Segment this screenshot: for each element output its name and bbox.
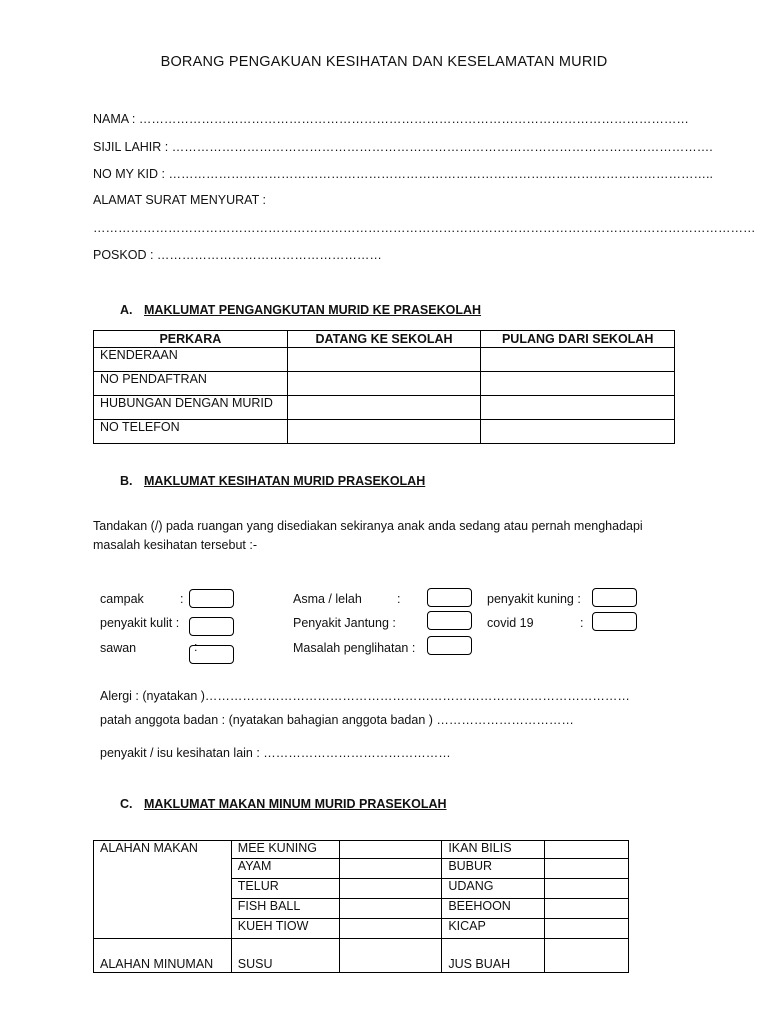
food-check-cell[interactable] [545, 841, 629, 859]
instruction-line-1: Tandakan (/) pada ruangan yang disediakan sekiranya anak anda sedang atau pernah menghadapi [93, 519, 643, 533]
section-c-heading [120, 797, 447, 811]
food-check-cell[interactable] [545, 859, 629, 879]
food-item: FISH BALL [231, 899, 339, 919]
poskod-field[interactable]: POSKOD : ……………………………………………… [93, 248, 382, 262]
alergi-field[interactable]: Alergi : (nyatakan )………………………………………………………………………………………… [100, 689, 630, 703]
sawan-colon: : [194, 640, 198, 654]
section-b-title: MAKLUMAT KESIHATAN MURID PRASEKOLAH [144, 474, 426, 488]
drink-item: SUSU [231, 939, 339, 973]
hubungan-datang-cell[interactable] [287, 396, 481, 420]
alamat-label: ALAMAT SURAT MENYURAT : [93, 193, 266, 207]
section-b-heading [120, 474, 425, 488]
section-c-title: MAKLUMAT MAKAN MINUM MURID PRASEKOLAH [144, 797, 447, 811]
telefon-datang-cell[interactable] [287, 420, 481, 444]
asma-checkbox[interactable] [427, 588, 472, 607]
kuning-label: penyakit kuning : [487, 592, 581, 606]
food-item: MEE KUNING [231, 841, 339, 859]
sijil-lahir-field[interactable]: SIJIL LAHIR : …………………………………………………………………………………………………………………. [93, 140, 713, 154]
covid-colon: : [580, 616, 584, 630]
kulit-checkbox[interactable] [189, 617, 234, 636]
penglihatan-checkbox[interactable] [427, 636, 472, 655]
penglihatan-label: Masalah penglihatan : [293, 641, 416, 655]
covid-checkbox[interactable] [592, 612, 637, 631]
food-item: IKAN BILIS [442, 841, 545, 859]
section-a-title: MAKLUMAT PENGANGKUTAN MURID KE PRASEKOLAH [144, 303, 482, 317]
patah-anggota-field[interactable]: patah anggota badan : (nyatakan bahagian anggota badan ) …………………………… [100, 713, 574, 727]
food-allergy-table [93, 840, 629, 973]
food-item: BUBUR [442, 859, 545, 879]
kenderaan-datang-cell[interactable] [287, 348, 481, 372]
transport-table [93, 330, 675, 444]
row-pendaftran-label: NO PENDAFTRAN [94, 372, 288, 396]
food-check-cell[interactable] [339, 879, 442, 899]
section-b-letter: B. [120, 474, 133, 488]
alahan-makan-label: ALAHAN MAKAN [94, 841, 232, 939]
kuning-checkbox[interactable] [592, 588, 637, 607]
row-kenderaan-label: KENDERAAN [94, 348, 288, 372]
row-telefon-label: NO TELEFON [94, 420, 288, 444]
th-datang: DATANG KE SEKOLAH [287, 331, 481, 348]
food-check-cell[interactable] [545, 879, 629, 899]
penyakit-lain-field[interactable]: penyakit / isu kesihatan lain : ……………………………………… [100, 746, 451, 760]
hubungan-pulang-cell[interactable] [481, 396, 675, 420]
kulit-label: penyakit kulit : [100, 616, 180, 630]
covid-label: covid 19 [487, 616, 534, 630]
section-a-heading [120, 303, 481, 317]
drink-check-cell[interactable] [339, 939, 442, 973]
food-check-cell[interactable] [339, 919, 442, 939]
pendaftran-datang-cell[interactable] [287, 372, 481, 396]
th-perkara: PERKARA [94, 331, 288, 348]
food-check-cell[interactable] [545, 899, 629, 919]
mykid-field[interactable]: NO MY KID : ………………………………………………………………………………………………………………….. [93, 167, 713, 181]
alahan-minuman-label: ALAHAN MINUMAN [94, 939, 232, 973]
campak-label: campak [100, 592, 144, 606]
nama-field[interactable]: NAMA : …………………………………………………………………………………………………………………… [93, 112, 689, 126]
drink-item: JUS BUAH [442, 939, 545, 973]
th-pulang: PULANG DARI SEKOLAH [481, 331, 675, 348]
telefon-pulang-cell[interactable] [481, 420, 675, 444]
asma-colon: : [397, 592, 401, 606]
instruction-line-2: masalah kesihatan tersebut :- [93, 538, 257, 552]
campak-colon: : [180, 592, 184, 606]
food-check-cell[interactable] [545, 919, 629, 939]
food-check-cell[interactable] [339, 859, 442, 879]
pendaftran-pulang-cell[interactable] [481, 372, 675, 396]
food-item: KICAP [442, 919, 545, 939]
food-item: KUEH TIOW [231, 919, 339, 939]
section-a-letter: A. [120, 303, 133, 317]
food-item: AYAM [231, 859, 339, 879]
jantung-label: Penyakit Jantung : [293, 616, 396, 630]
food-item: UDANG [442, 879, 545, 899]
alamat-line[interactable]: …………………………………………………………………………………………………………………………………………… [93, 221, 756, 235]
sawan-label: sawan [100, 641, 137, 655]
food-check-cell[interactable] [339, 899, 442, 919]
row-hubungan-label: HUBUNGAN DENGAN MURID [94, 396, 288, 420]
campak-checkbox[interactable] [189, 589, 234, 608]
kenderaan-pulang-cell[interactable] [481, 348, 675, 372]
section-c-letter: C. [120, 797, 133, 811]
form-title: BORANG PENGAKUAN KESIHATAN DAN KESELAMATAN MURID [160, 54, 608, 70]
asma-label: Asma / lelah [293, 592, 362, 606]
food-item: TELUR [231, 879, 339, 899]
jantung-checkbox[interactable] [427, 611, 472, 630]
food-item: BEEHOON [442, 899, 545, 919]
drink-check-cell[interactable] [545, 939, 629, 973]
food-check-cell[interactable] [339, 841, 442, 859]
